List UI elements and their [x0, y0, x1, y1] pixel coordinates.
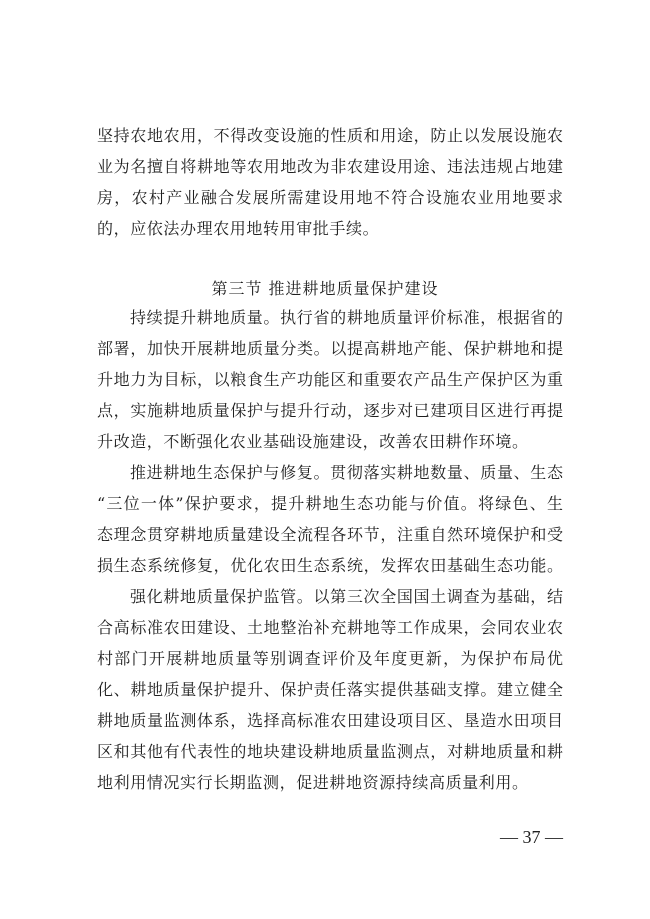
- text-line: 损生态系统修复，优化农田生态系统，发挥农田基础生态功能。: [97, 556, 563, 575]
- text-line: “三位一体”保护要求，提升耕地生态功能与价值。将绿色、生: [97, 494, 563, 513]
- text-line: 坚持农地农用，不得改变设施的性质和用途，防止以发展设施农: [97, 126, 563, 145]
- text-line: 持续提升耕地质量。执行省的耕地质量评价标准，根据省的: [130, 308, 563, 327]
- text-line: 升地力为目标，以粮食生产功能区和重要农产品生产保护区为重: [97, 370, 563, 389]
- text-line: 区和其他有代表性的地块建设耕地质量监测点，对耕地质量和耕: [97, 742, 563, 761]
- text-line: 化、耕地质量保护提升、保护责任落实提供基础支撑。建立健全: [97, 680, 563, 699]
- text-line: 升改造，不断强化农业基础设施建设，改善农田耕作环境。: [97, 432, 529, 451]
- section-heading: 第三节 推进耕地质量保护建设: [211, 279, 439, 298]
- text-line: 地利用情况实行长期监测，促进耕地资源持续高质量利用。: [97, 773, 529, 792]
- text-line: 业为名擅自将耕地等农用地改为非农建设用途、违法违规占地建: [97, 157, 563, 176]
- text-line: 推进耕地生态保护与修复。贯彻落实耕地数量、质量、生态: [130, 463, 563, 482]
- text-line: 村部门开展耕地质量等别调查评价及年度更新，为保护布局优: [97, 649, 563, 668]
- text-line: 耕地质量监测体系，选择高标准农田建设项目区、垦造水田项目: [97, 711, 563, 730]
- text-line: 合高标准农田建设、土地整治补充耕地等工作成果，会同农业农: [97, 618, 563, 637]
- text-line: 点，实施耕地质量保护与提升行动，逐步对已建项目区进行再提: [97, 401, 563, 420]
- text-line: 房，农村产业融合发展所需建设用地不符合设施农业用地要求: [97, 188, 563, 207]
- text-line: 态理念贯穿耕地质量建设全流程各环节，注重自然环境保护和受: [97, 525, 563, 544]
- page-number: — 37 —: [500, 827, 563, 847]
- text-line: 强化耕地质量保护监管。以第三次全国国土调查为基础，结: [130, 587, 563, 606]
- text-line: 部署，加快开展耕地质量分类。以提高耕地产能、保护耕地和提: [97, 339, 563, 358]
- text-line: 的，应依法办理农用地转用审批手续。: [97, 219, 380, 238]
